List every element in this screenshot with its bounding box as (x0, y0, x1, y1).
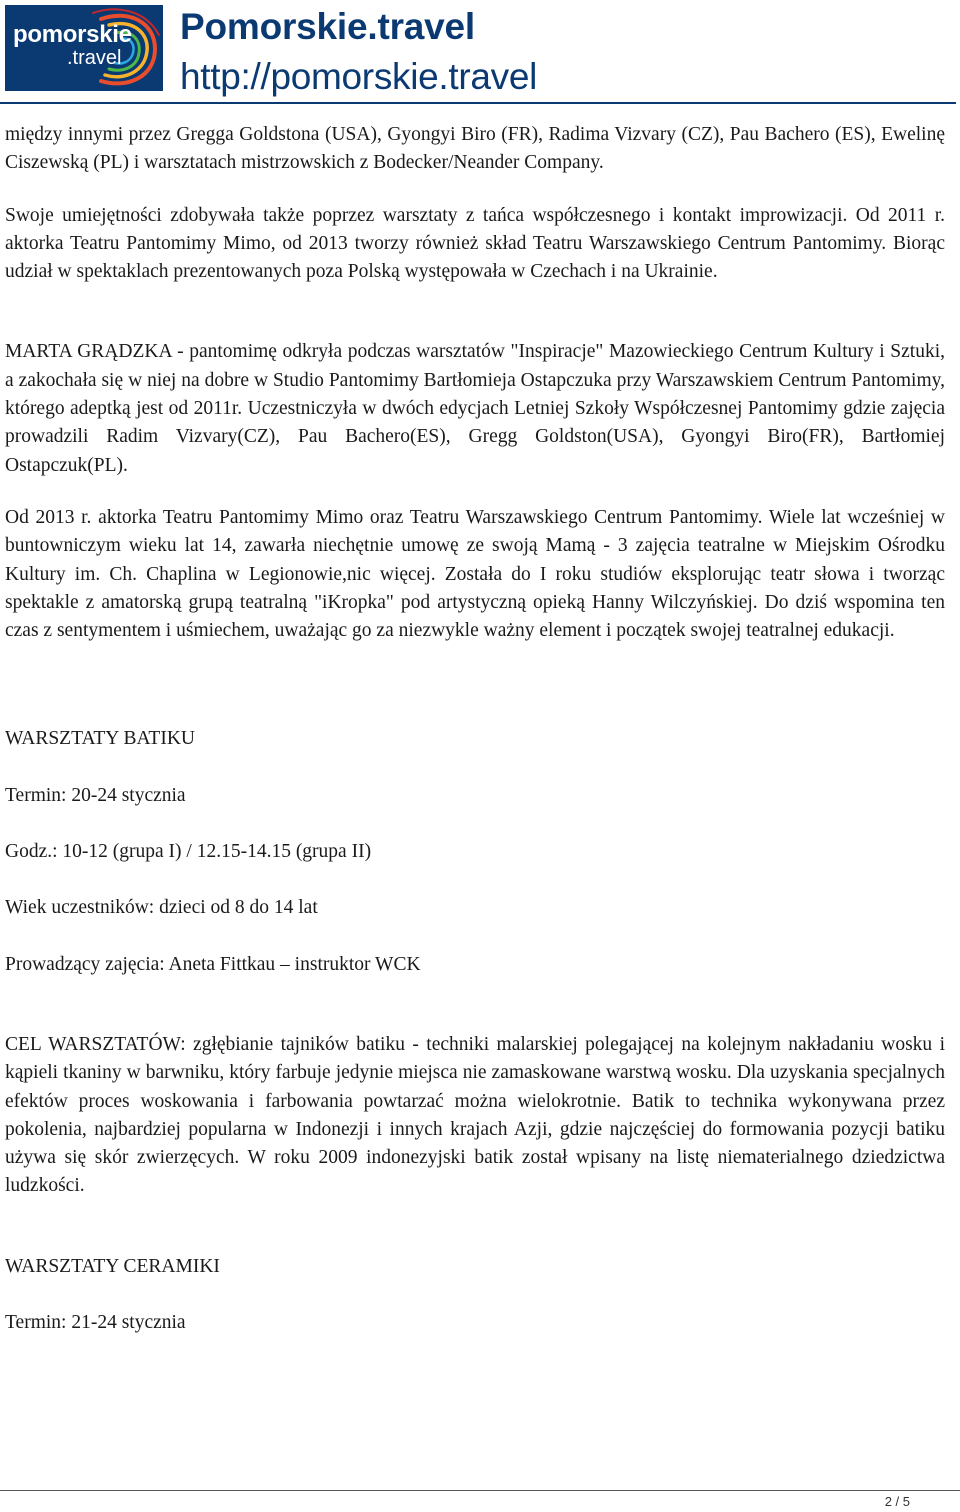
footer-divider (0, 1490, 960, 1491)
batik-age: Wiek uczestników: dzieci od 8 do 14 lat (5, 897, 318, 919)
paragraph-bio-skills: Swoje umiejętności zdobywała także poprzez warsztaty z tańca współczesnego i kontakt improwizacji. Od 2011 r. aktorka Teatru Pantomimy Mimo, od 2013 tworzy również skład Teatru Warszawskiego Centrum Pantomimy. Biorąc udział w spektaklach prezentowanych poza Polską występowała w Czechach i na Ukrainie. (5, 204, 945, 283)
logo-text-sub: .travel (67, 47, 122, 69)
page-header (0, 0, 960, 106)
header-divider (0, 102, 956, 104)
paragraph-bio-continuation: między innymi przez Gregga Goldstona (USA), Gyongyi Biro (FR), Radima Vizvary (CZ), Pau Bachero (ES), Ewelinę Ciszewską (PL) i warsztatach mistrzowskich z Bodecker/Neander Company. (5, 124, 945, 174)
site-url-link[interactable]: http://pomorskie.travel (180, 56, 538, 97)
logo-text-main: pomorskie (13, 21, 132, 48)
batik-goal: CEL WARSZTATÓW: zgłębianie tajników batiku - techniki malarskiej polegającej na kolejnym nakładaniu wosku i kąpieli tkaniny w barwniku, który farbuje jedynie miejsca nie zamaskowane warstwą wosku. Dla uzyskania specjalnych efektów proces woskowania i farbowania powtarzać można wielokrotnie. Batik to technika wykonywana przez pokolenia, najbardziej popularna w Indonezji i innych krajach Azji, gdzie najczęściej do formowania pozycji batiku używa się skór zwierzęcych. W roku 2009 indonezyjski batik został wpisany na listę niematerialnego dziedzictwa ludzkości. (5, 1033, 945, 1197)
article-content (5, 121, 945, 1337)
site-title: Pomorskie.travel (180, 6, 476, 47)
paragraph-marta-gradzka: MARTA GRĄDZKA - pantomimę odkryła podczas warsztatów "Inspiracje" Mazowieckiego Centrum Kultury i Sztuki, a zakochała się w niej na dobre w Studio Pantomimy Bartłomieja Ostapczuka przy Warszawskiem Centrum Pantomimy, którego adeptką jest od 2011r. Uczestniczyła w dwóch edycjach Letniej Szkoły Współczesnej Pantomimy gdzie zajęcia prowadzili Radim Vizvary(CZ), Pau Bachero(ES), Gregg Goldston(USA), Gyongyi Biro(FR), Bartłomiej Ostapczuk(PL). (5, 341, 945, 476)
ceramika-termin: Termin: 21-24 stycznia (5, 1312, 186, 1334)
page-number: 2 / 5 (884, 1494, 910, 1509)
pomorskie-logo[interactable] (5, 5, 163, 91)
paragraph-marta-career: Od 2013 r. aktorka Teatru Pantomimy Mimo oraz Teatru Warszawskiego Centrum Pantomimy. Wiele lat wcześniej w buntowniczym wieku lat 14, zawarła niechętnie umowę ze swoją Mamą - 3 zajęcia teatralne w Miejskim Ośrodku Kultury im. Ch. Chaplina w Legionowie,nic więcej. Została do I roku studiów eksplorując teatr słowa i tworząc spektakle z amatorską grupą teatralną "iKropka" pod artystyczną opieką Hanny Wilczyńskiej. Do dziś wspomina ten czas z sentymentem i uśmiechem, uważając go za niezwykle ważny element i początek swojej teatralnej edukacji. (5, 506, 945, 642)
batik-hours: Godz.: 10-12 (grupa I) / 12.15-14.15 (grupa II) (5, 841, 372, 863)
section-heading-ceramika: WARSZTATY CERAMIKI (5, 1255, 220, 1277)
batik-instructor: Prowadzący zajęcia: Aneta Fittkau – instruktor WCK (5, 953, 421, 975)
section-heading-batik: WARSZTATY BATIKU (5, 728, 196, 750)
batik-termin: Termin: 20-24 stycznia (5, 784, 186, 806)
